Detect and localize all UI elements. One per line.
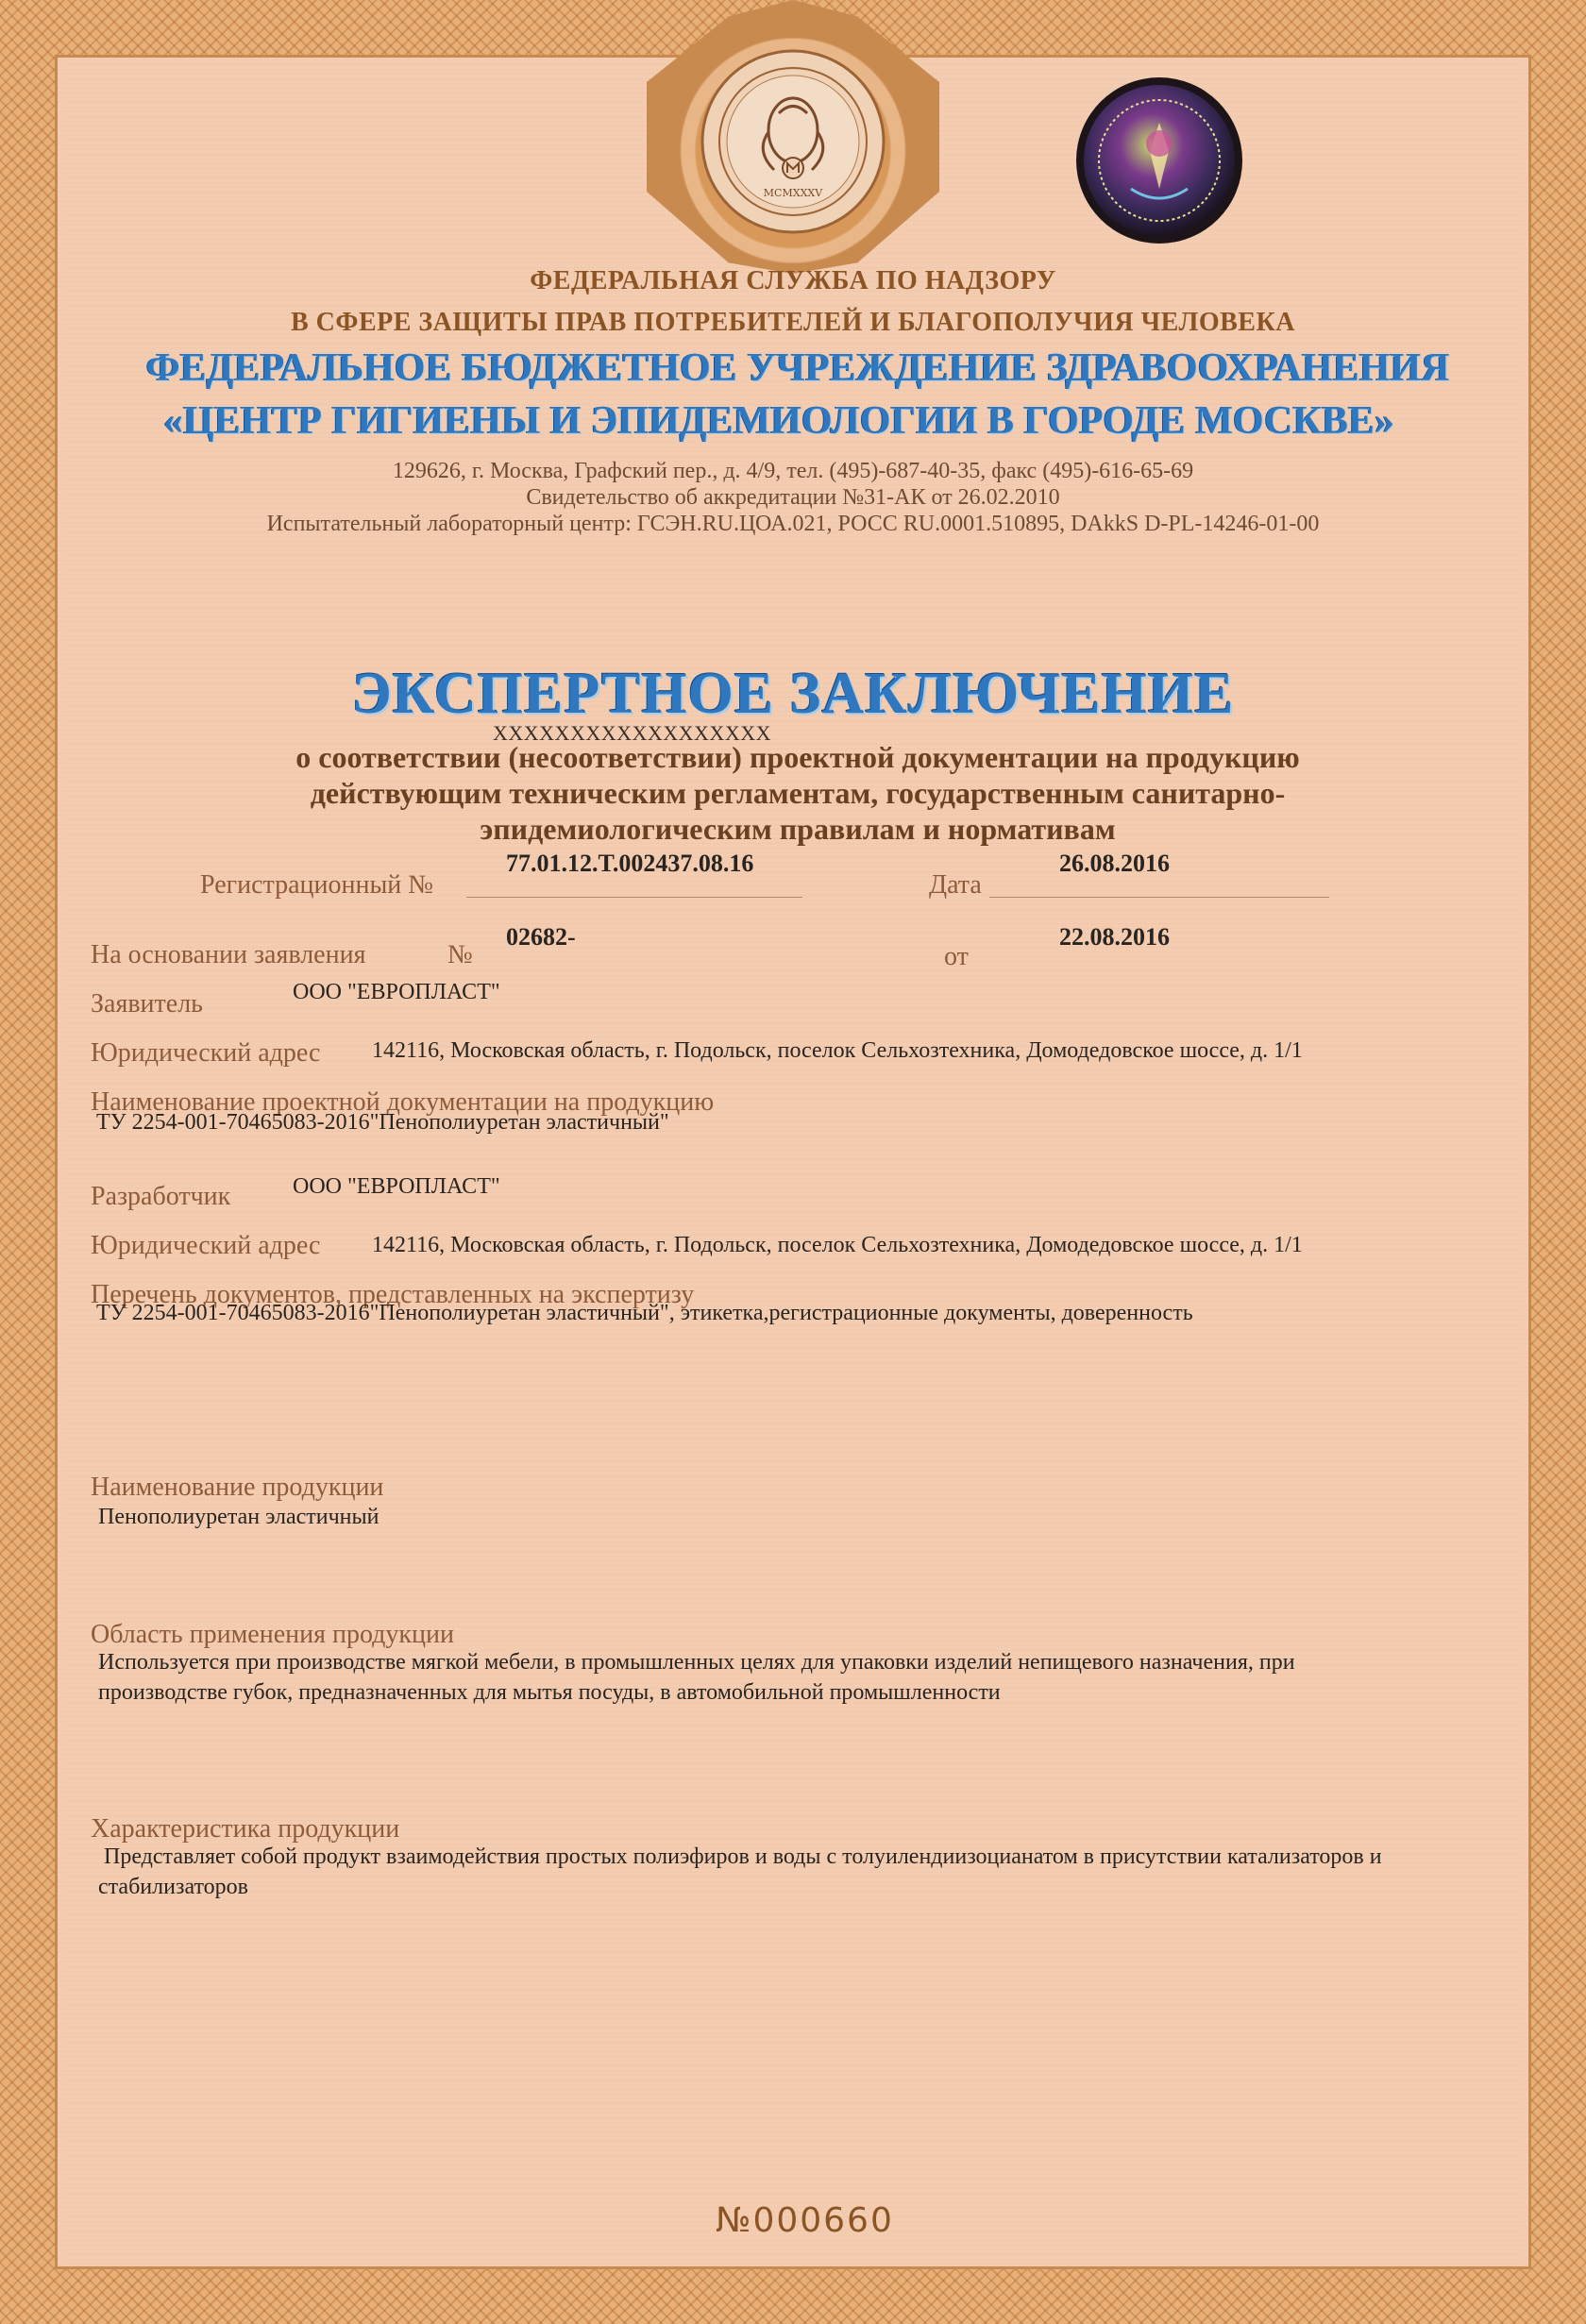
org-address: 129626, г. Москва, Графский пер., д. 4/9, тел. (495)-687-40-35, факс (495)-616-65-69 — [392, 459, 1194, 483]
date-label: Дата — [929, 870, 982, 900]
product-value: Пенополиуретан эластичный — [98, 1505, 380, 1529]
strike-marks: XXXXXXXXXXXXXXXXXX — [493, 721, 771, 745]
title-sub-1: о соответствии (несоответствии) проектной документации на продукцию — [295, 740, 1300, 774]
medal-emblem-icon — [699, 47, 887, 236]
application-from-label: от — [944, 942, 969, 971]
title-sub-3: эпидемиологическим правилам и нормативам — [480, 812, 1116, 846]
date-underline — [989, 897, 1329, 898]
characteristics-line-2: стабилизаторов — [98, 1875, 248, 1899]
application-area-line-1: Используется при производстве мягкой мебели, в промышленных целях для упаковки изделий непищевого назначения, при — [98, 1650, 1295, 1675]
registration-date: 26.08.2016 — [1059, 850, 1170, 877]
registration-underline — [466, 897, 802, 898]
product-label: Наименование продукции — [91, 1473, 384, 1502]
org-name-line-1: ФЕДЕРАЛЬНОЕ БЮДЖЕТНОЕ УЧРЕЖДЕНИЕ ЗДРАВООХРАНЕНИЯ — [145, 346, 1450, 390]
application-no-label: № — [447, 940, 473, 969]
applicant-address: 142116, Московская область, г. Подольск, поселок Сельхозтехника, Домодедовское шоссе, д. 1/1 — [372, 1038, 1303, 1063]
developer-value: ООО "ЕВРОПЛАСТ" — [293, 1174, 500, 1199]
characteristics-label: Характеристика продукции — [91, 1814, 400, 1844]
project-doc-value: ТУ 2254-001-70465083-2016"Пенополиуретан эластичный" — [96, 1110, 669, 1135]
application-label: На основании заявления — [91, 940, 366, 969]
org-name-line-2: «ЦЕНТР ГИГИЕНЫ И ЭПИДЕМИОЛОГИИ В ГОРОДЕ МОСКВЕ» — [163, 399, 1394, 443]
header-line-1: ФЕДЕРАЛЬНАЯ СЛУЖБА ПО НАДЗОРУ — [530, 266, 1056, 295]
characteristics-line-1: Представляет собой продукт взаимодействия простых полиэфиров и воды с толуилендиизоцианатом в присутствии катализаторов и — [104, 1844, 1382, 1869]
developer-address-label: Юридический адрес — [91, 1231, 321, 1260]
project-doc-label: Наименование проектной документации на продукцию — [91, 1087, 715, 1117]
hologram-seal-icon — [1074, 76, 1244, 245]
serial-number: №000660 — [716, 2201, 894, 2240]
application-number: 02682- — [506, 923, 576, 951]
application-area-line-2: производстве губок, предназначенных для мытья посуды, в автомобильной промышленности — [98, 1680, 1001, 1705]
title-sub-2: действующим техническим регламентам, государственным санитарно- — [310, 776, 1286, 810]
header-line-2: В СФЕРЕ ЗАЩИТЫ ПРАВ ПОТРЕБИТЕЛЕЙ И БЛАГОПОЛУЧИЯ ЧЕЛОВЕКА — [291, 308, 1295, 337]
applicant-label: Заявитель — [91, 989, 203, 1019]
documents-label: Перечень документов, представленных на экспертизу — [91, 1280, 695, 1309]
emblem-text: MCMXXXV — [763, 187, 823, 199]
developer-address: 142116, Московская область, г. Подольск, поселок Сельхозтехника, Домодедовское шоссе, д. 1/1 — [372, 1233, 1303, 1257]
lab-center: Испытательный лабораторный центр: ГСЭН.RU.ЦОА.021, РОСС RU.0001.510895, DAkkS D-PL-14246-01-00 — [266, 512, 1320, 536]
applicant-value: ООО "ЕВРОПЛАСТ" — [293, 980, 500, 1004]
documents-value: ТУ 2254-001-70465083-2016"Пенополиуретан эластичный", этикетка,регистрационные документы, доверенность — [96, 1301, 1193, 1325]
document-title: ЭКСПЕРТНОЕ ЗАКЛЮЧЕНИЕ — [351, 662, 1235, 726]
registration-label: Регистрационный № — [200, 870, 433, 900]
applicant-address-label: Юридический адрес — [91, 1038, 321, 1068]
registration-number: 77.01.12.T.002437.08.16 — [506, 850, 754, 877]
application-area-label: Область применения продукции — [91, 1620, 454, 1649]
developer-label: Разработчик — [91, 1182, 231, 1211]
accreditation-certificate: Свидетельство об аккредитации №31-АК от 26.02.2010 — [526, 485, 1060, 510]
application-date: 22.08.2016 — [1059, 923, 1170, 951]
